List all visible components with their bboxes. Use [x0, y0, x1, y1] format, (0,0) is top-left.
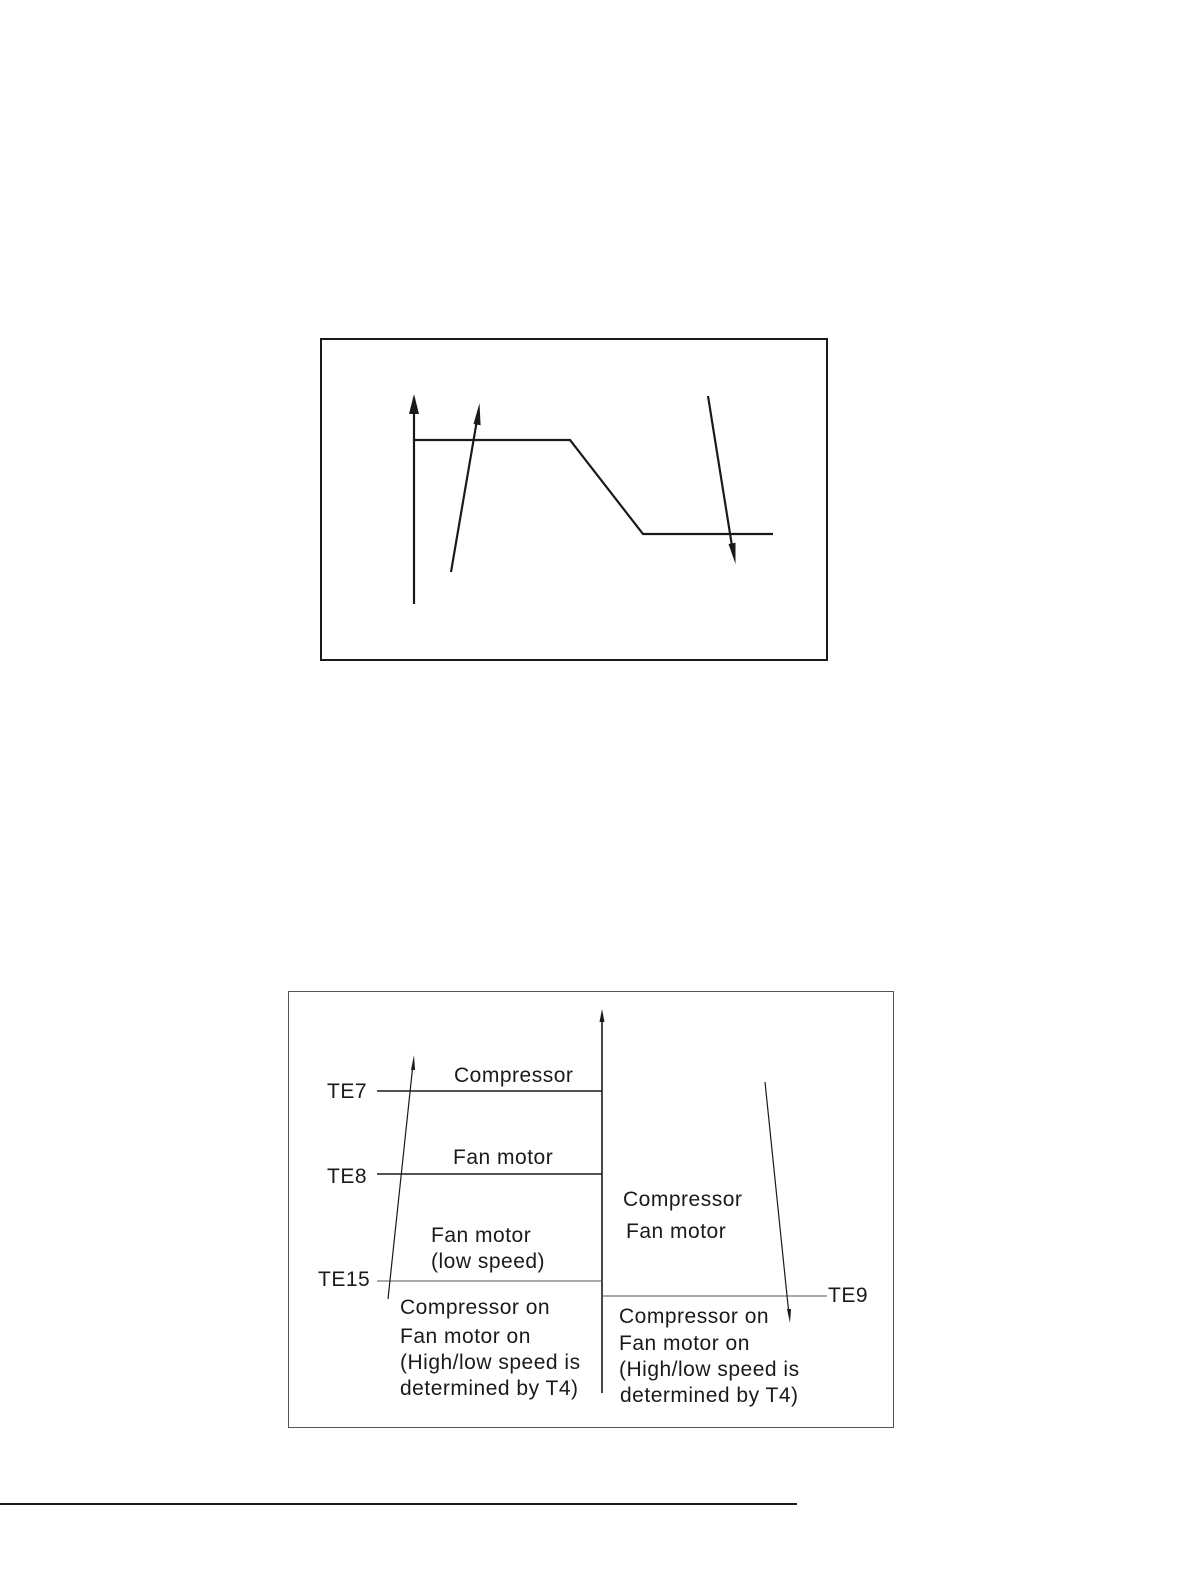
falling-arrowhead — [729, 543, 736, 564]
left-low-speed-label: (low speed) — [431, 1250, 546, 1273]
right-bottom-line-4: determined by T4) — [620, 1384, 799, 1407]
falling-arrowhead — [787, 1309, 791, 1323]
falling-arrow — [708, 396, 732, 546]
footer-divider — [0, 1503, 797, 1505]
rising-arrowhead — [474, 403, 481, 425]
left-bottom-line-3: (High/low speed is — [400, 1351, 581, 1374]
diagram-frame-2 — [288, 991, 894, 1428]
right-fan-motor-label: Fan motor — [626, 1220, 727, 1243]
left-bottom-line-1: Compressor on — [400, 1296, 551, 1319]
left-bottom-line-4: determined by T4) — [400, 1377, 579, 1400]
central-axis-arrowhead — [600, 1009, 605, 1022]
left-bottom-line-2: Fan motor on — [400, 1325, 531, 1348]
right-compressor-label: Compressor — [623, 1188, 743, 1211]
te7-label: TE7 — [327, 1080, 368, 1103]
right-bottom-line-1: Compressor on — [619, 1305, 770, 1328]
diagram-2 — [289, 992, 895, 1429]
left-compressor-label: Compressor — [454, 1064, 574, 1087]
rising-arrowhead — [411, 1055, 415, 1070]
falling-arrow — [765, 1082, 789, 1315]
diagram-frame-1 — [320, 338, 828, 661]
setting-curve — [415, 440, 773, 534]
axis-arrowhead — [409, 394, 419, 414]
te9-label: TE9 — [828, 1284, 869, 1307]
right-bottom-line-3: (High/low speed is — [619, 1358, 800, 1381]
left-fan-motor-label: Fan motor — [453, 1146, 554, 1169]
diagram-1 — [322, 340, 830, 663]
te8-label: TE8 — [327, 1165, 368, 1188]
te15-label: TE15 — [318, 1268, 371, 1291]
left-fan-motor-low-label: Fan motor — [431, 1224, 532, 1247]
rising-arrow — [451, 420, 477, 572]
rising-arrow — [388, 1064, 413, 1299]
right-bottom-line-2: Fan motor on — [619, 1332, 750, 1355]
